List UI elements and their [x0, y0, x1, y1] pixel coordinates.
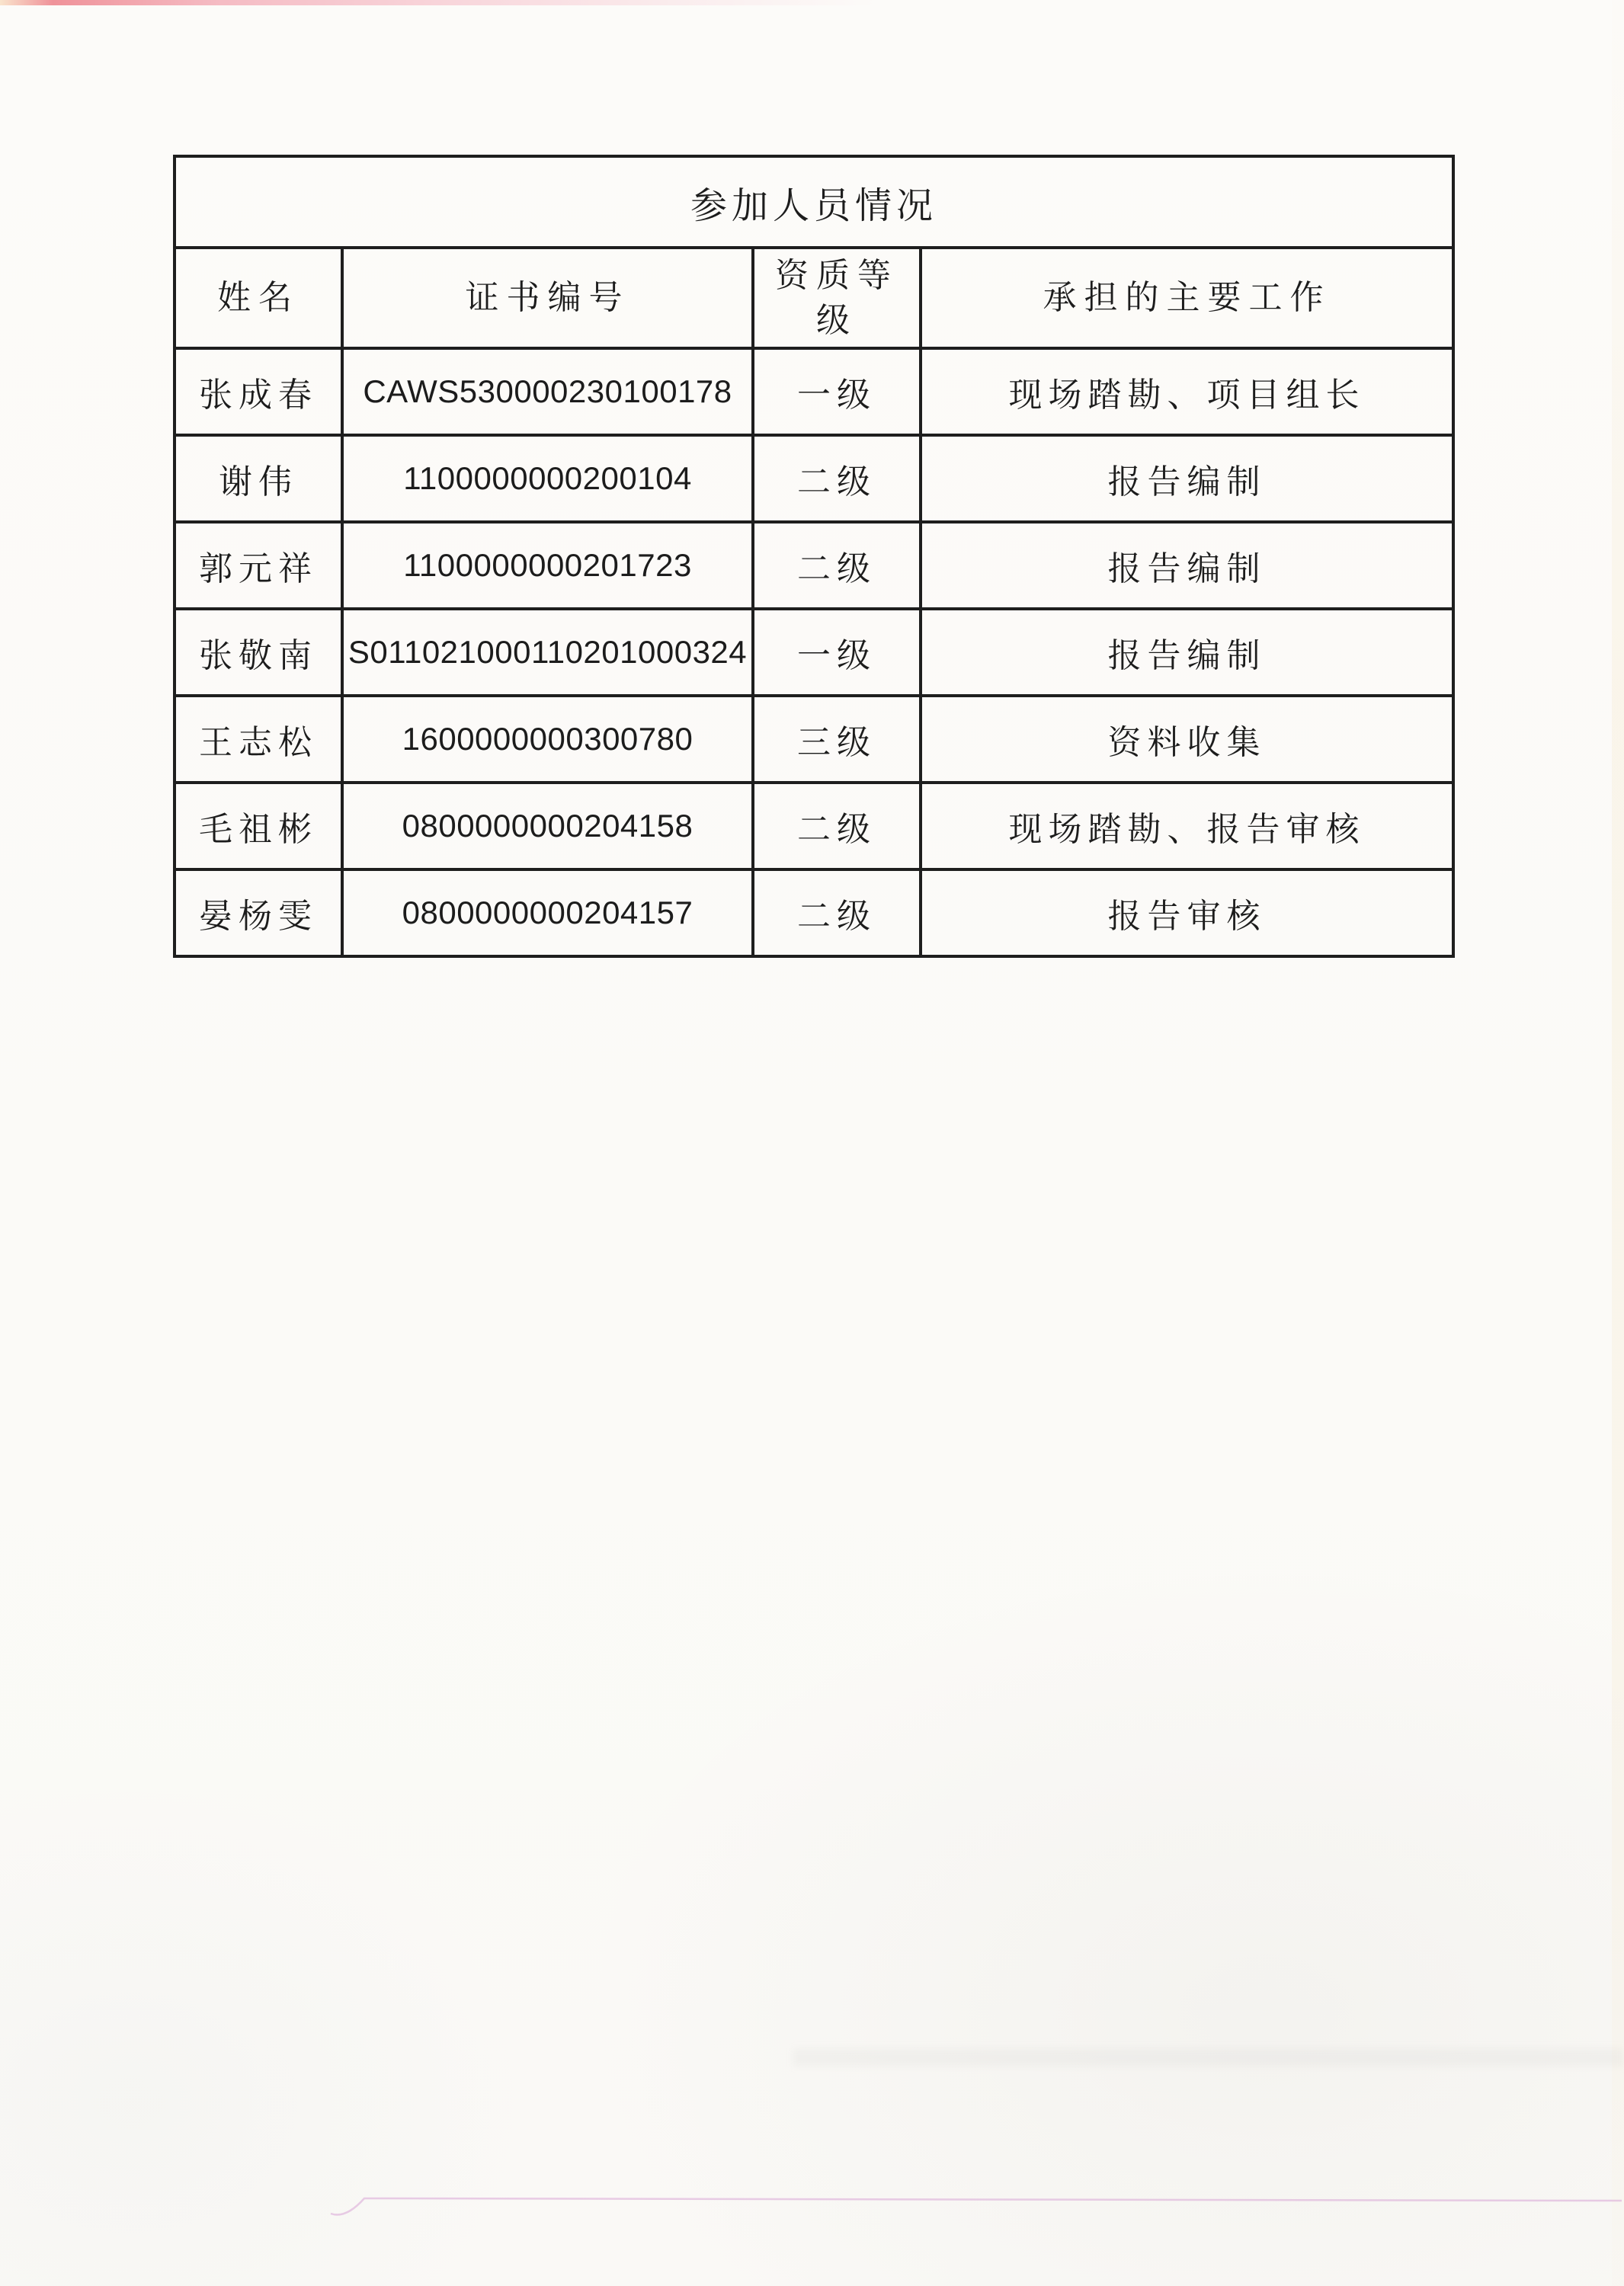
table-row	[175, 869, 1453, 956]
table-row	[175, 435, 1453, 522]
certificate-number-cell: 1600000000300780	[342, 696, 753, 783]
scan-artifact-pink-hairline	[326, 2176, 1624, 2229]
level-cell: 二级	[753, 435, 921, 522]
table-title: 参加人员情况	[175, 156, 1453, 248]
level-cell: 二级	[753, 522, 921, 609]
name-cell: 张成春	[175, 348, 342, 435]
column-header-qualification-level: 资质等级	[753, 248, 921, 348]
work-cell: 报告审核	[921, 869, 1453, 956]
level-cell: 二级	[753, 869, 921, 956]
certificate-number-cell: 1100000000200104	[342, 435, 753, 522]
scan-artifact-right-edge	[1612, 0, 1624, 2286]
work-cell: 报告编制	[921, 522, 1453, 609]
table-row	[175, 783, 1453, 869]
name-cell: 张敬南	[175, 609, 342, 696]
table-header-row	[175, 248, 1453, 348]
certificate-number-cell: CAWS530000230100178	[342, 348, 753, 435]
work-cell: 现场踏勘、报告审核	[921, 783, 1453, 869]
table-title-row	[175, 156, 1453, 248]
name-cell: 王志松	[175, 696, 342, 783]
level-cell: 一级	[753, 609, 921, 696]
participants-table	[173, 155, 1455, 958]
column-header-main-work: 承担的主要工作	[921, 248, 1453, 348]
work-cell: 资料收集	[921, 696, 1453, 783]
work-cell: 报告编制	[921, 609, 1453, 696]
table-row	[175, 609, 1453, 696]
name-cell: 毛祖彬	[175, 783, 342, 869]
work-cell: 现场踏勘、项目组长	[921, 348, 1453, 435]
certificate-number-cell: S011021000110201000324	[342, 609, 753, 696]
column-header-certificate-number: 证书编号	[342, 248, 753, 348]
table-row	[175, 696, 1453, 783]
level-cell: 一级	[753, 348, 921, 435]
name-cell: 谢伟	[175, 435, 342, 522]
certificate-number-cell: 0800000000204157	[342, 869, 753, 956]
table-row	[175, 522, 1453, 609]
level-cell: 三级	[753, 696, 921, 783]
scan-artifact-noise-band	[793, 2048, 1624, 2067]
scan-artifact-top-edge	[0, 0, 876, 5]
certificate-number-cell: 1100000000201723	[342, 522, 753, 609]
level-cell: 二级	[753, 783, 921, 869]
name-cell: 郭元祥	[175, 522, 342, 609]
column-header-name: 姓名	[175, 248, 342, 348]
name-cell: 晏杨雯	[175, 869, 342, 956]
table-row	[175, 348, 1453, 435]
work-cell: 报告编制	[921, 435, 1453, 522]
certificate-number-cell: 0800000000204158	[342, 783, 753, 869]
